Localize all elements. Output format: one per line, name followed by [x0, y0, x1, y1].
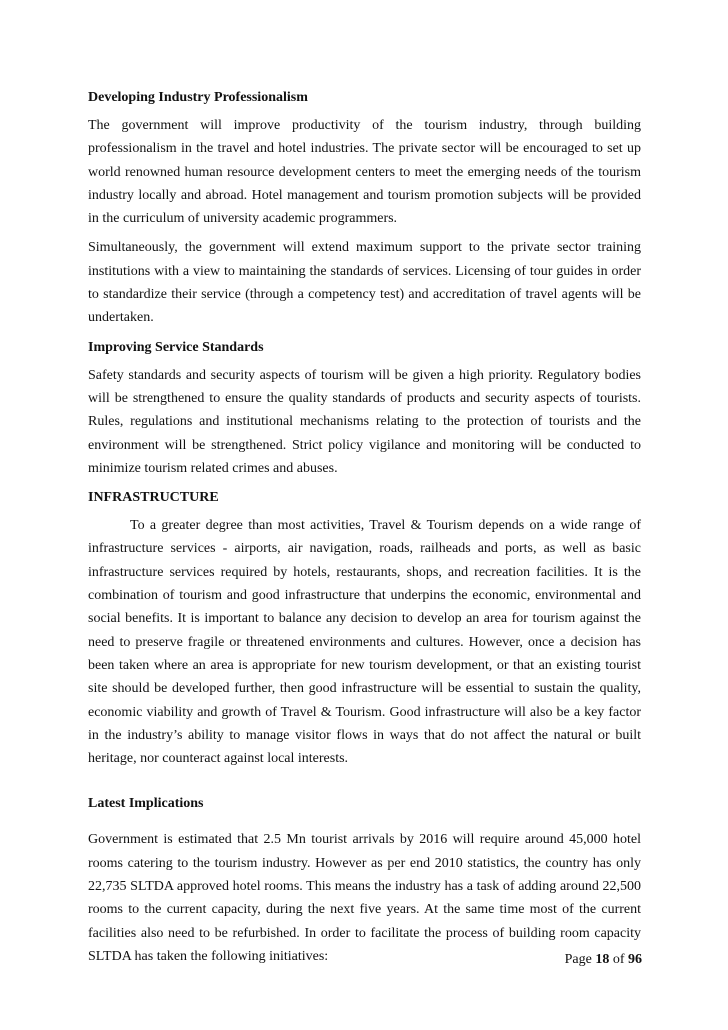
paragraph-latest-implications: Government is estimated that 2.5 Mn tourist arrivals by 2016 will require around 45,000 hotel rooms catering to the tourism industry. However as per end 2010 statistics, the country has only 22,735 SLTDA approved hotel rooms. This means the industry has a task of adding around 22,500 rooms to the current capacity, during the next five years. At the same time most of the current facilities also need to be refurbished. In order to facilitate the process of building room capacity SLTDA has taken the following initiatives:: [88, 832, 641, 964]
paragraph-professionalism-1: The government will improve productivity of the tourism industry, through building professionalism in the travel and hotel industries. The private sector will be encouraged to set up world renowned human resource development centers to meet the emerging needs of the tourism industry locally and abroad. Hotel management and tourism promotion subjects will be provided in the curriculum of university academic programmers.: [88, 118, 641, 227]
page-word: Page: [564, 952, 592, 967]
paragraph-infrastructure: To a greater degree than most activities, Travel & Tourism depends on a wide range of infrastructure services - airports, air navigation, roads, railheads and ports, as well as basic infrastructure services required by hotels, restaurants, shops, and recreation facilities. It is the combination of tourism and good infrastructure that underpins the economic, environmental and social benefits. It is important to balance any decision to develop an area for tourism against the need to preserve fragile or threatened environments and cultures. However, once a decision has been taken where an area is appropriate for new tourism development, or that an existing tourist site should be developed further, then good infrastructure will be essential to sustain the quality, economic viability and growth of Travel & Tourism. Good infrastructure will also be a key factor in the industry’s ability to manage visitor flows in ways that do not affect the natural or built heritage, nor counteract against local interests.: [88, 518, 641, 767]
heading-infrastructure: INFRASTRUCTURE: [88, 490, 219, 506]
page-footer: [565, 950, 642, 970]
page-number: 18: [595, 952, 610, 967]
paragraph-professionalism-2: Simultaneously, the government will extend maximum support to the private sector training institutions with a view to maintaining the standards of services. Licensing of tour guides in order to standardize their service (through a competency test) and accreditation of travel agents will be undertaken.: [88, 240, 641, 326]
of-word: of: [612, 952, 625, 967]
heading-developing-industry-professionalism: Developing Industry Professionalism: [88, 90, 308, 105]
total-pages: 96: [628, 952, 642, 967]
heading-latest-implications: Latest Implications: [88, 796, 204, 812]
heading-improving-service-standards: Improving Service Standards: [88, 339, 264, 355]
document-page: [88, 86, 641, 974]
paragraph-service-standards: Safety standards and security aspects of tourism will be given a high priority. Regulatory bodies will be strengthened to ensure the quality standards of products and security aspects of tourists. Rules, regulations and institutional mechanisms relating to the protection of tourists and the environment will be strengthened. Strict policy vigilance and monitoring will be conducted to minimize tourism related crimes and abuses.: [88, 367, 641, 476]
